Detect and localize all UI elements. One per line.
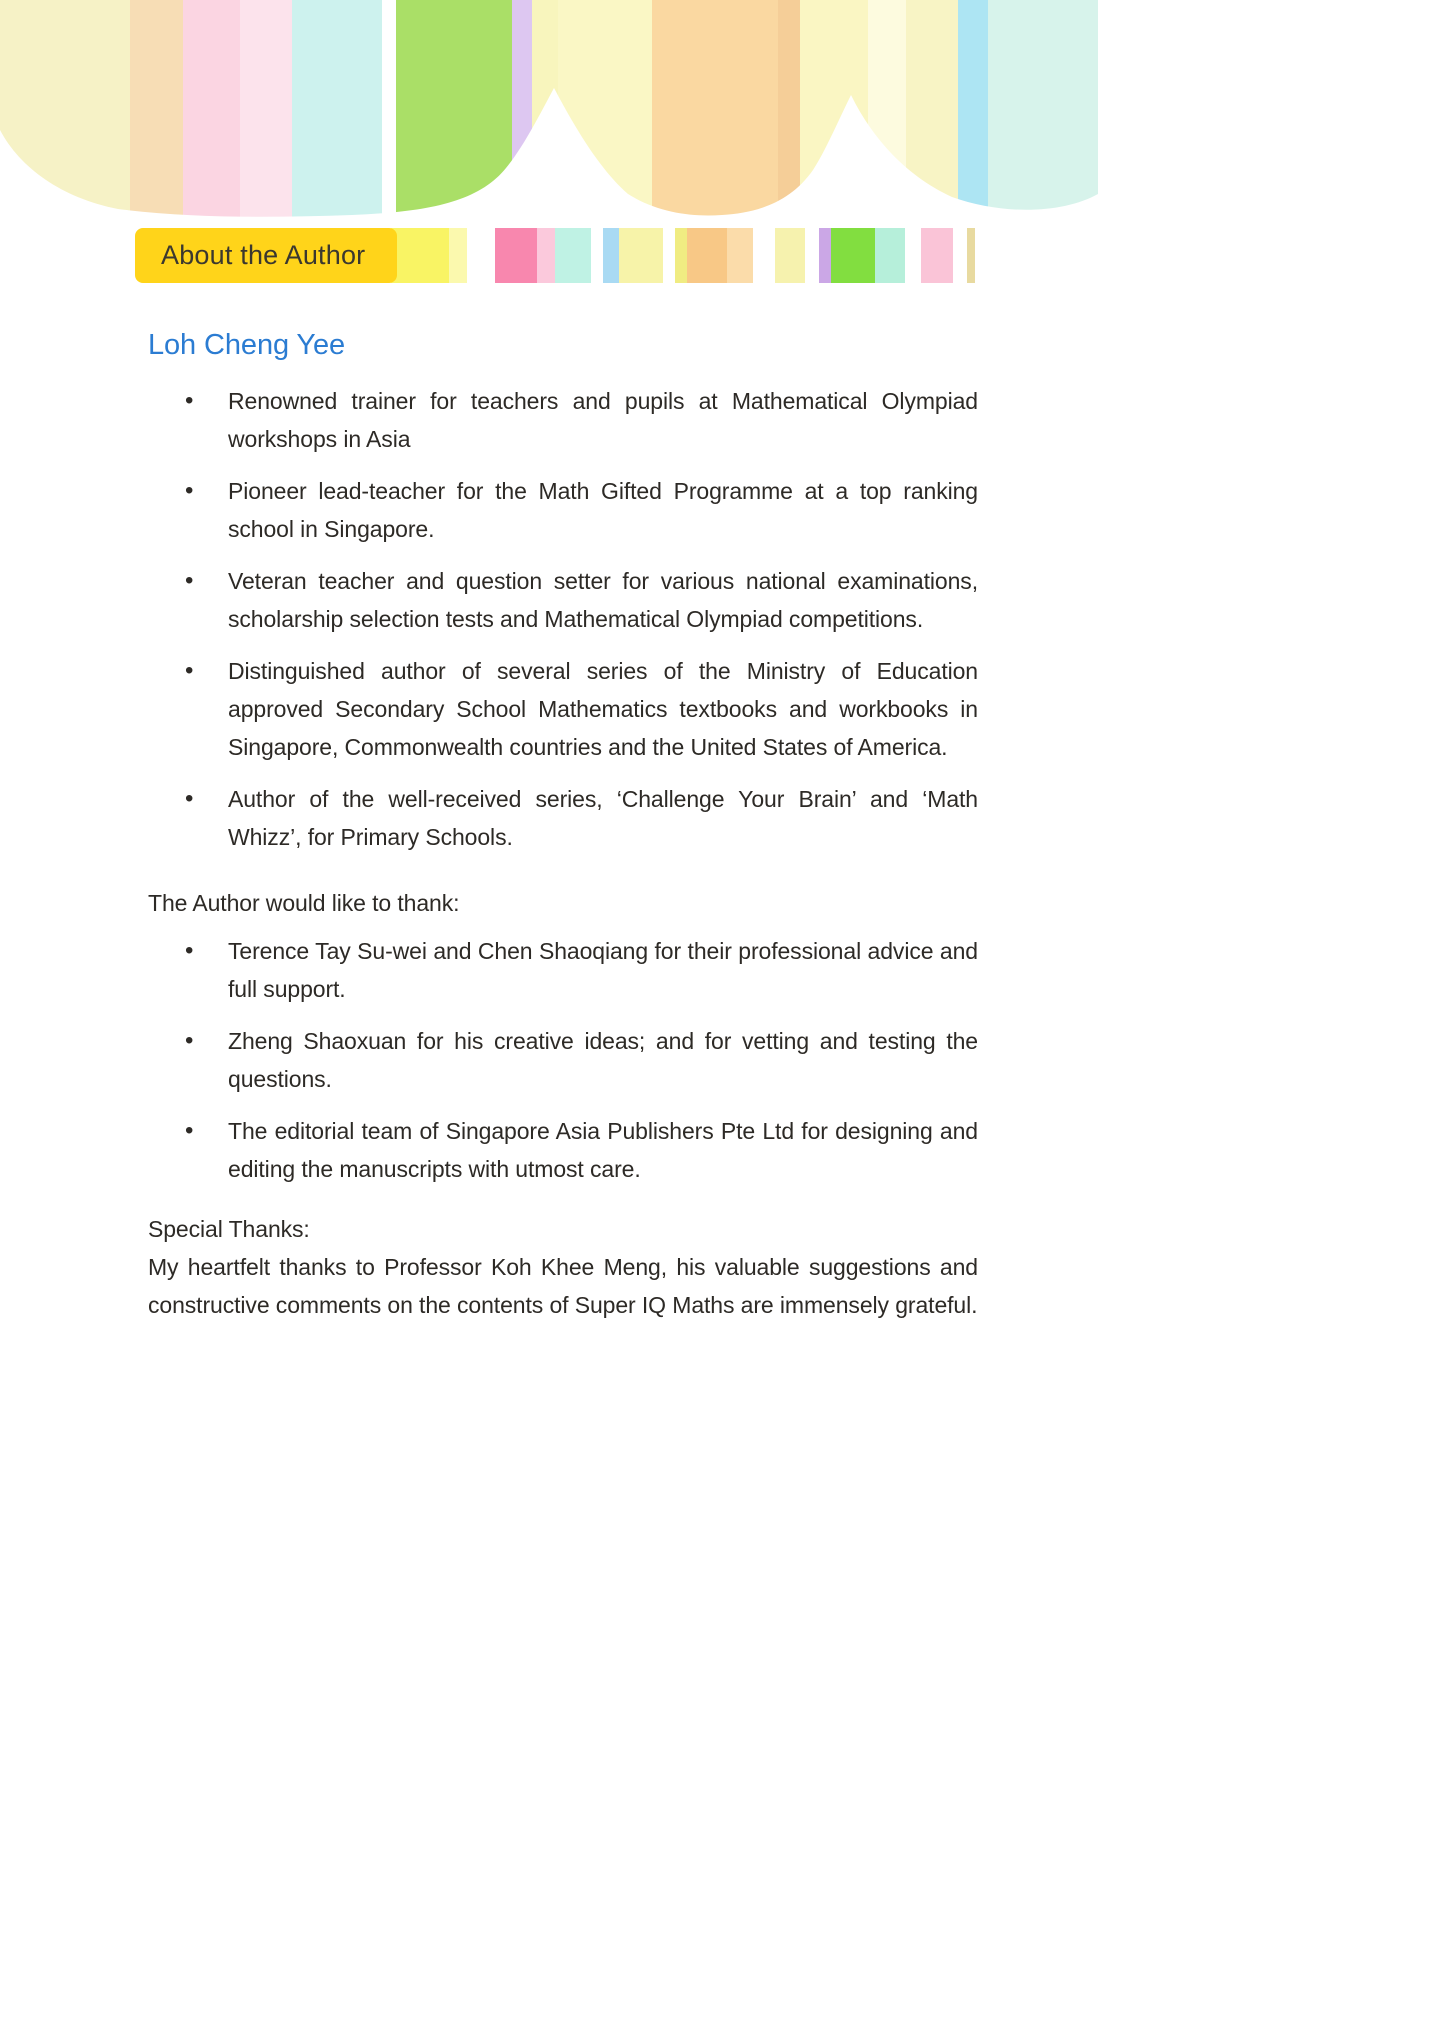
section-banner-label: About the Author — [161, 240, 366, 270]
acknowledgement-intro: The Author would like to thank: — [148, 890, 460, 916]
bio-bullet-item: • Author of the well-received series, ‘Challenge Your Brain’ and ‘Math Whizz’, for Primary Schools. — [148, 780, 978, 856]
page-content — [148, 326, 978, 1324]
bio-bullet-item: • Pioneer lead-teacher for the Math Gifted Programme at a top ranking school in Singapore. — [148, 472, 978, 548]
author-bio-list — [148, 382, 978, 856]
special-thanks-title: Special Thanks: — [148, 1216, 310, 1242]
author-name-heading: Loh Cheng Yee — [148, 329, 346, 361]
decorative-stripe-bar — [391, 228, 975, 283]
acknowledgement-bullet-item: • The editorial team of Singapore Asia Publishers Pte Ltd for designing and editing the manuscripts with utmost care. — [148, 1112, 978, 1188]
special-thanks-body: My heartfelt thanks to Professor Koh Khee Meng, his valuable suggestions and constructive comments on the contents of Super IQ Maths are immensely grateful. — [148, 1254, 978, 1318]
acknowledgement-bullet-item: • Zheng Shaoxuan for his creative ideas; and for vetting and testing the questions. — [148, 1022, 978, 1098]
acknowledgement-list — [148, 932, 978, 1188]
acknowledgement-bullet-item: • Terence Tay Su-wei and Chen Shaoqiang for their professional advice and full support. — [148, 932, 978, 1008]
section-banner — [135, 228, 397, 283]
bio-bullet-item: • Renowned trainer for teachers and pupils at Mathematical Olympiad workshops in Asia — [148, 382, 978, 458]
decorative-header-band — [0, 0, 1445, 232]
bio-bullet-item: • Veteran teacher and question setter for various national examinations, scholarship selection tests and Mathematical Olympiad competitions. — [148, 562, 978, 638]
bio-bullet-item: • Distinguished author of several series of the Ministry of Education approved Secondary School Mathematics textbooks and workbooks in Singapore, Commonwealth countries and the United States of America. — [148, 652, 978, 766]
section-header-row — [135, 228, 975, 283]
